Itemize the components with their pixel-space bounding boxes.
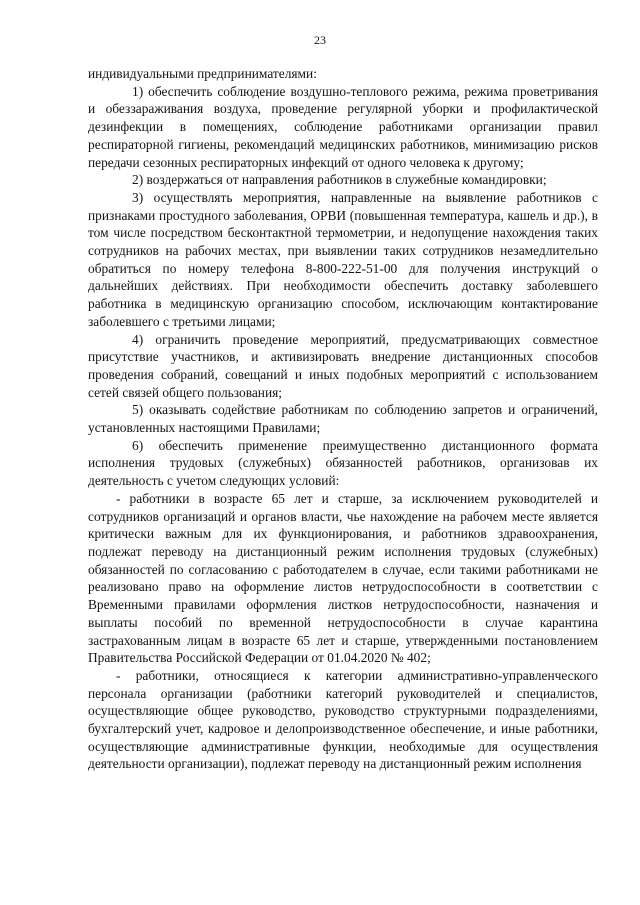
paragraph-item-5: 5) оказывать содействие работникам по соблюдению запретов и ограничений, установленных настоящими Правилами; — [88, 402, 598, 436]
paragraph-condition-2: - работники, относящиеся к категории административно-управленческого персонала организации (работники категорий руководителей и специалистов, осуществляющие общее руководство, руководство структурными подразделениями, бухгалтерский учет, кадровое и делопроизводственное обеспечение, и иные работники, осуществляющие административные функции, необходимые для осуществления деятельности организации), подлежат переводу на дистанционный режим исполнения — [88, 667, 598, 772]
page-number: 23 — [314, 33, 326, 47]
paragraph-item-1: 1) обеспечить соблюдение воздушно-теплового режима, режима проветривания и обеззараживания воздуха, проведение регулярной уборки и профилактической дезинфекции в помещениях, соблюдение работниками организации правил респираторной гигиены, рекомендаций медицинских работников, минимизацию рисков передачи сезонных респираторных инфекций от одного человека к другому; — [88, 83, 598, 170]
paragraph-item-3: 3) осуществлять мероприятия, направленные на выявление работников с признаками простудного заболевания, ОРВИ (повышенная температура, кашель и др.), в том числе посредством бесконтактной термометрии, и недопущение нахождения таких сотрудников на рабочих местах, при выявлении таких сотрудников незамедлительно обратиться по номеру телефона 8-800-222-51-00 для получения инструкций о дальнейших действиях. При необходимости обеспечить доставку заболевшего работника в медицинскую организацию способом, исключающим контактирование заболевшего с третьими лицами; — [88, 189, 598, 329]
paragraph-intro: индивидуальными предпринимателями: — [88, 66, 317, 81]
paragraph-item-6: 6) обеспечить применение преимущественно дистанционного формата исполнения трудовых (служебных) обязанностей работников, организовав их деятельность с учетом следующих условий: — [88, 437, 598, 489]
paragraph-condition-1: - работники в возрасте 65 лет и старше, за исключением руководителей и сотрудников организаций и органов власти, чье нахождение на рабочем месте является критически важным для их функционирования, и работников здравоохранения, подлежат переводу на дистанционный режим исполнения трудовых (служебных) обязанностей по согласованию с работодателем в случае, если такими работниками не реализовано право на оформление листов нетрудоспособности в соответствии с Временными правилами оформления листков нетрудоспособности, назначения и выплаты пособий по временной нетрудоспособности в случае карантина застрахованным лицам в возрасте 65 лет и старше, утвержденными постановлением Правительства Российской Федерации от 01.04.2020 № 402; — [88, 490, 598, 666]
document-body — [88, 65, 598, 773]
paragraph-item-4: 4) ограничить проведение мероприятий, предусматривающих совместное присутствие участников, и активизировать внедрение дистанционных способов проведения собраний, совещаний и иных подобных мероприятий с использованием сетей связей общего пользования; — [88, 331, 598, 400]
paragraph-item-2: 2) воздержаться от направления работников в служебные командировки; — [132, 172, 547, 188]
